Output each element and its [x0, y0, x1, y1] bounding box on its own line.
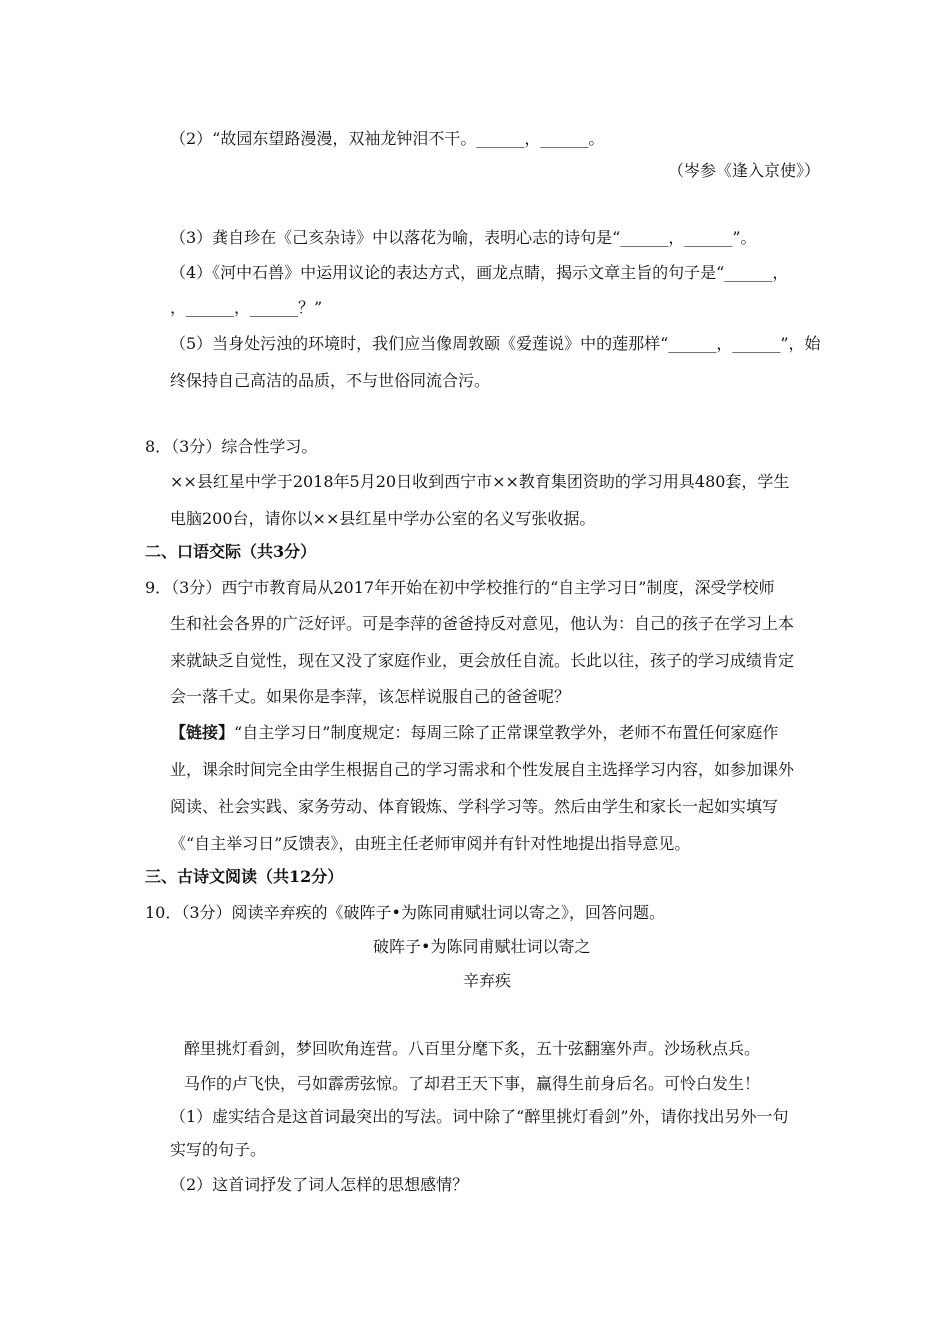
q9-link-label: 【链接】 [170, 723, 235, 742]
q7-item-5-line2: 终保持自己高洁的品质，不与世俗同流合污。 [170, 371, 491, 390]
q7-item-2: （2）“故园东望路漫漫，双袖龙钟泪不干。______，______。 [170, 129, 605, 148]
q9-line4: 会一落千丈。如果你是李萍，该怎样说服自己的爸爸呢？ [170, 687, 571, 706]
q9-link-line3: 阅读、社会实践、家务劳动、体育锻炼、学科学习等。然后由学生和家长一起如实填写 [170, 797, 779, 816]
q9-line3: 来就缺乏自觉性，现在又没了家庭作业，更会放任自流。长此以往，孩子的学习成绩肯定 [170, 651, 795, 670]
q9-link-text: “自主学习日”制度规定：每周三除了正常课堂教学外，老师不布置任何家庭作 [234, 723, 779, 742]
q10-sub1-line1: （1）虚实结合是这首词最突出的写法。词中除了“醉里挑灯看剑”外，请你找出另外一句 [170, 1107, 789, 1126]
q7-item-5-line1: （5）当身处污浊的环境时，我们应当像周敦颐《爱莲说》中的莲那样“______，______”，始 [170, 334, 821, 353]
poem-line1: 醉里挑灯看剑，梦回吹角连营。八百里分麾下炙，五十弦翻塞外声。沙场秋点兵。 [184, 1039, 761, 1058]
q9-link-line2: 业，课余时间完全由学生根据自己的学习需求和个性发展自主选择学习内容，如参加课外 [170, 760, 795, 779]
q10-sub1-line2: 实写的句子。 [170, 1140, 267, 1159]
q9-link-line1 [170, 722, 778, 744]
poem-line2: 马作的卢飞快，弓如霹雳弦惊。了却君王天下事，赢得生前身后名。可怜白发生！ [184, 1074, 761, 1093]
q9-line2: 生和社会各界的广泛好评。可是李萍的爸爸持反对意见，他认为：自己的孩子在学习上本 [170, 614, 795, 633]
poem-title: 破阵子•为陈同甫赋壮词以寄之 [373, 937, 591, 956]
q10-heading: 10．（3分）阅读辛弃疾的《破阵子•为陈同甫赋壮词以寄之》，回答问题。 [145, 903, 665, 922]
q10-sub2: （2）这首词抒发了词人怎样的思想感情？ [170, 1175, 469, 1194]
q7-item-4-line2: ，______，______？” [170, 298, 323, 317]
q7-item-3: （3）龚自珍在《己亥杂诗》中以落花为喻，表明心志的诗句是“______，______”。 [170, 228, 757, 247]
poem-author: 辛弃疾 [463, 971, 512, 990]
q8-line1: ××县红星中学于2018年5月20日收到西宁市××教育集团资助的学习用具480套，学生 [170, 472, 790, 491]
q9-link-line4: 《“自主举习日”反馈表》，由班主任老师审阅并有针对性地提出指导意见。 [170, 834, 691, 853]
q8-heading: 8．（3分）综合性学习。 [145, 437, 318, 456]
q7-item-2-source: （岑参《逢入京使》） [668, 161, 821, 180]
q7-item-4-line1: （4）《河中石兽》中运用议论的表达方式，画龙点睛，揭示文章主旨的句子是“______， [170, 263, 789, 282]
section-3-title: 三、古诗文阅读（共12分） [145, 867, 344, 886]
q9-line1: 9．（3分）西宁市教育局从2017年开始在初中学校推行的“自主学习日”制度，深受学校师 [145, 578, 775, 597]
q8-line2: 电脑200台，请你以××县红星中学办公室的名义写张收据。 [170, 509, 596, 528]
section-2-title: 二、口语交际（共3分） [145, 542, 317, 561]
